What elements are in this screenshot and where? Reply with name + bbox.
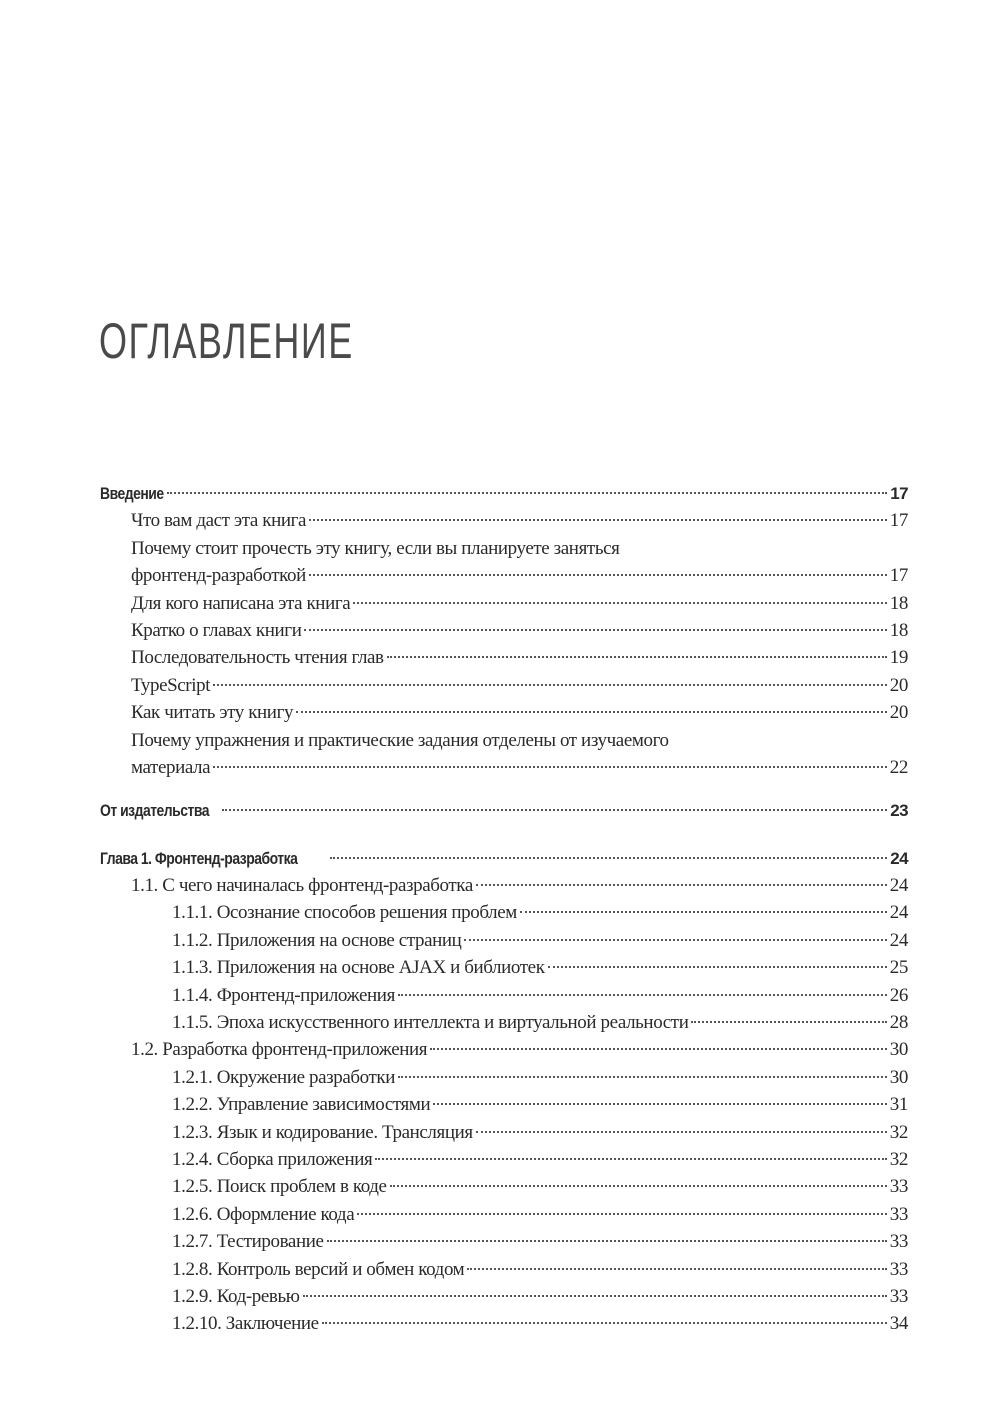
toc-entry[interactable] [100, 1310, 908, 1337]
toc-entry-title: 1.2.5. Поиск проблем в коде [172, 1176, 387, 1198]
toc-entry[interactable] [100, 617, 908, 644]
toc-entry-page: 23 [890, 801, 908, 821]
dot-leader [222, 809, 887, 811]
toc-entry-page: 17 [889, 510, 908, 532]
dot-leader [167, 492, 888, 494]
dot-leader [322, 1322, 887, 1324]
dot-leader [213, 766, 887, 768]
toc-entry-title: TypeScript [131, 674, 211, 696]
toc-entry-page: 33 [889, 1285, 908, 1307]
toc-entry[interactable] [100, 1201, 908, 1228]
dot-leader [330, 857, 888, 859]
toc-entry[interactable] [100, 845, 908, 872]
toc-entry-title: 1.2.8. Контроль версий и обмен кодом [172, 1258, 465, 1280]
toc-entry[interactable] [100, 1283, 908, 1310]
toc-entry-page: 18 [889, 619, 908, 641]
toc-entry-title: фронтенд-разработкой [131, 565, 306, 587]
dot-leader [398, 1076, 887, 1078]
dot-leader [476, 884, 887, 886]
dot-leader [464, 939, 886, 941]
toc-entry-page: 17 [889, 565, 908, 587]
toc-entry-page: 24 [889, 929, 908, 951]
toc-entry-title: 1.2.9. Код-ревью [172, 1285, 300, 1307]
dot-leader [467, 1268, 886, 1270]
toc-entry-page: 33 [889, 1203, 908, 1225]
dot-leader [390, 1185, 887, 1187]
dot-leader [296, 711, 887, 713]
toc-entry-title: Что вам даст эта книга [131, 510, 307, 532]
toc-entry-title: 1.1.1. Осознание способов решения проблем [172, 902, 517, 924]
dot-leader [309, 574, 887, 576]
toc-entry-page: 28 [889, 1012, 908, 1034]
toc-entry[interactable] [100, 1173, 908, 1200]
toc-entry-title: 1.2.1. Окружение разработки [172, 1066, 395, 1088]
toc-entry-page: 30 [889, 1066, 908, 1088]
toc-entry[interactable] [100, 1146, 908, 1173]
dot-leader [353, 602, 887, 604]
toc-entry-page: 30 [889, 1039, 908, 1061]
toc-entry-title: 1.1. С чего начиналась фронтенд-разработка [131, 875, 473, 897]
dot-leader [430, 1048, 887, 1050]
toc-entry[interactable] [100, 590, 908, 617]
dot-leader [398, 994, 887, 996]
toc-entry[interactable] [100, 644, 908, 671]
toc-entry-title: 1.2.10. Заключение [172, 1313, 319, 1335]
toc-entry[interactable] [100, 954, 908, 981]
toc-entry-page: 32 [889, 1148, 908, 1170]
dot-leader [375, 1158, 886, 1160]
toc-entry-title-line1: Почему стоит прочесть эту книгу, если вы планируете заняться [131, 537, 620, 559]
toc-entry-title: Последовательность чтения глав [131, 647, 384, 669]
dot-leader [327, 1240, 887, 1242]
toc-entry-title: 1.2.3. Язык и кодирование. Трансляция [172, 1121, 473, 1143]
toc-entry-page: 34 [889, 1313, 908, 1335]
dot-leader [433, 1103, 887, 1105]
toc-entry[interactable] [100, 1119, 908, 1146]
toc-entry-page: 24 [890, 848, 908, 868]
dot-leader [309, 519, 887, 521]
toc-entry-title: Глава 1. Фронтенд-разработка [100, 848, 298, 868]
toc-entry-page: 24 [889, 902, 908, 924]
toc-entry[interactable] [100, 1256, 908, 1283]
dot-leader [357, 1213, 887, 1215]
dot-leader [387, 656, 887, 658]
toc-entry-title: 1.2. Разработка фронтенд-приложения [131, 1039, 428, 1061]
toc-entry-title-line1: Почему упражнения и практические задания отделены от изучаемого [131, 729, 669, 751]
toc-entry-title: 1.1.2. Приложения на основе страниц [172, 929, 462, 951]
dot-leader [520, 911, 887, 913]
toc-entry-title: Введение [100, 484, 164, 503]
toc-entry-page: 26 [889, 984, 908, 1006]
toc-entry[interactable] [100, 672, 908, 699]
toc-entry-title: От издательства [100, 801, 209, 821]
toc-entry-title: 1.2.7. Тестирование [172, 1231, 324, 1253]
toc-entry-title: 1.1.3. Приложения на основе AJAX и библиотек [172, 957, 545, 979]
dot-leader [213, 684, 887, 686]
toc-entry-page: 33 [889, 1231, 908, 1253]
toc-entry-title: 1.2.4. Сборка приложения [172, 1148, 373, 1170]
toc-entry[interactable] [100, 699, 908, 726]
toc-entry-page: 18 [889, 592, 908, 614]
toc-entry-page: 24 [889, 875, 908, 897]
dot-leader [691, 1021, 886, 1023]
toc-entry[interactable] [100, 507, 908, 534]
page-title: ОГЛАВЛЕНИЕ [99, 312, 354, 369]
toc-entry-page: 20 [889, 702, 908, 724]
toc-entry[interactable] [100, 535, 908, 590]
toc-entry-title: 1.1.4. Фронтенд-приложения [172, 984, 395, 1006]
toc-entry-title: Кратко о главах книги [131, 619, 302, 641]
toc-entry-title: 1.1.5. Эпоха искусственного интеллекта и виртуальной реальности [172, 1012, 689, 1034]
toc-entry[interactable] [100, 480, 908, 507]
dot-leader [303, 1295, 887, 1297]
toc-entry-page: 33 [889, 1176, 908, 1198]
toc-entry[interactable] [100, 797, 908, 824]
toc-entry-title: 1.2.2. Управление зависимостями [172, 1094, 431, 1116]
toc-entry-page: 25 [889, 957, 908, 979]
toc-entry[interactable] [100, 1064, 908, 1091]
dot-leader [476, 1131, 887, 1133]
toc-entry[interactable] [100, 982, 908, 1009]
toc-entry[interactable] [100, 927, 908, 954]
toc-entry[interactable] [100, 727, 908, 782]
toc-entry-page: 17 [890, 484, 908, 503]
toc-entry-page: 20 [889, 674, 908, 696]
toc-entry[interactable] [100, 1009, 908, 1036]
toc-entry-title: материала [131, 756, 211, 778]
toc-entry-title: Для кого написана эта книга [131, 592, 351, 614]
dot-leader [548, 966, 887, 968]
toc-entry[interactable] [100, 872, 908, 899]
table-of-contents [100, 480, 908, 1338]
toc-entry[interactable] [100, 1036, 908, 1063]
toc-entry-title: 1.2.6. Оформление кода [172, 1203, 355, 1225]
toc-entry-page: 22 [889, 756, 908, 778]
toc-entry[interactable] [100, 1091, 908, 1118]
toc-entry[interactable] [100, 1228, 908, 1255]
toc-entry[interactable] [100, 899, 908, 926]
toc-entry-title: Как читать эту книгу [131, 702, 294, 724]
toc-entry-page: 33 [889, 1258, 908, 1280]
toc-entry-page: 31 [889, 1094, 908, 1116]
dot-leader [304, 629, 886, 631]
toc-entry-page: 19 [889, 647, 908, 669]
toc-entry-page: 32 [889, 1121, 908, 1143]
